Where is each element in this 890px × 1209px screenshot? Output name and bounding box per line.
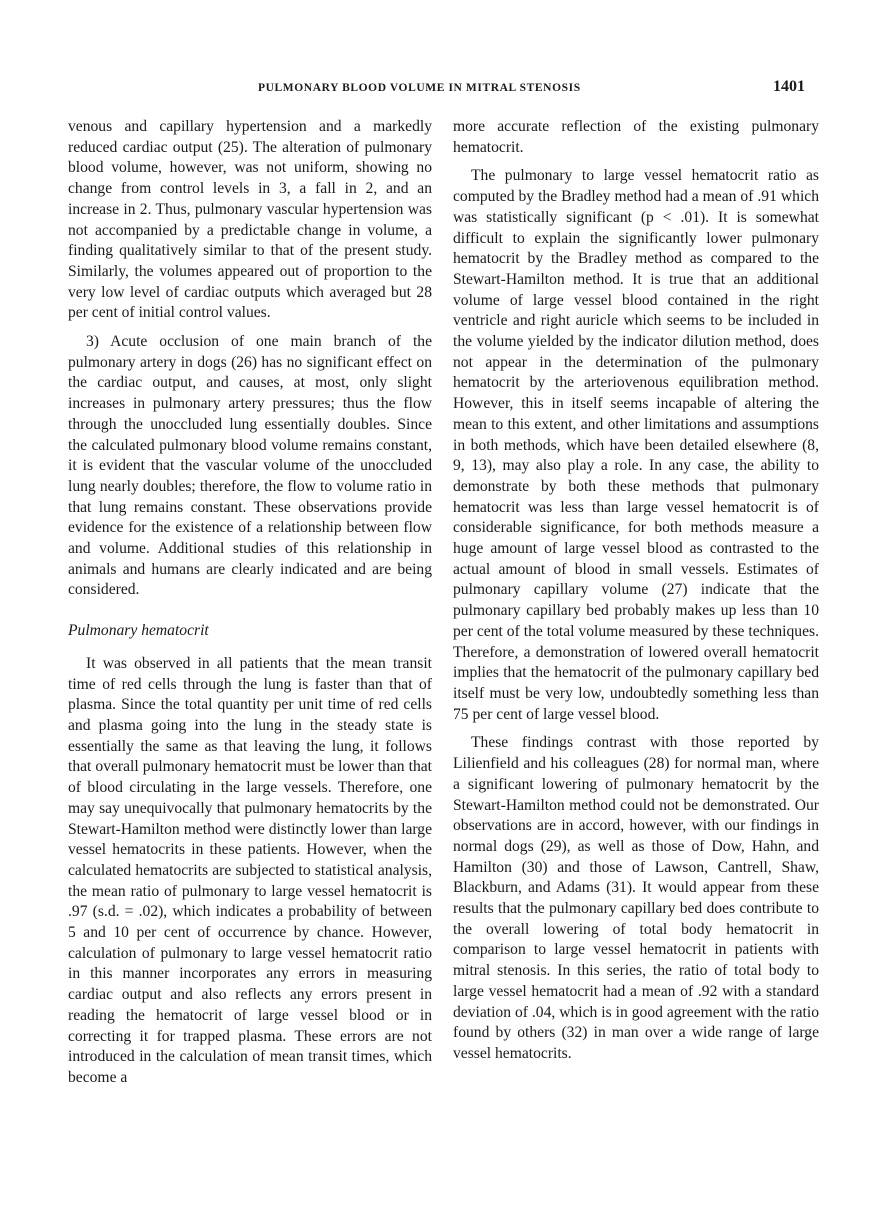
- right-paragraph-2: The pulmonary to large vessel hematocrit ratio as computed by the Bradley method had a mean of .91 which was statistically significant (p < .01). It is somewhat difficult to explain the significantly lower pulmonary hematocrit by the Bradley method as compared to the Stewart-Hamilton method. It is true that an additional volume of large vessel blood contained in the right ventricle and right auricle which seems to be included in the volume yielded by the indicator dilution method, does not appear in the determination of the pulmonary hematocrit by the arteriovenous equilibration method. However, this in itself seems incapable of altering the mean to this extent, and other limitations and assumptions in both methods, which have been detailed elsewhere (8, 9, 13), may also play a role. In any case, the ability to demonstrate by both these methods that pulmonary hematocrit was less than large vessel hematocrit is of considerable significance, for both methods measure a huge amount of large vessel blood as contrasted to the actual amount of blood in small vessels. Estimates of pulmonary capillary volume (27) indicate that the pulmonary capillary bed probably makes up less than 10 per cent of the total volume measured by these techniques. Therefore, a demonstration of lowered overall hematocrit implies that the hematocrit of the pulmonary capillary bed itself must be very low, undoubtedly something less than 75 per cent of large vessel blood.: [453, 167, 819, 723]
- running-header: [0, 78, 890, 102]
- right-paragraph-3: These findings contrast with those reported by Lilienfield and his colleagues (28) for normal man, where a significant lowering of pulmonary hematocrit by the Stewart-Hamilton method could not be demonstrated. Our observations are in accord, however, with our findings in normal dogs (29), as well as those of Dow, Hahn, and Hamilton (30) and those of Lawson, Cantrell, Shaw, Blackburn, and Adams (31). It would appear from these results that the pulmonary capillary bed does contribute to the overall lowering of total body hematocrit in comparison to large vessel hematocrit in patients with mitral stenosis. In this series, the ratio of total body to large vessel hematocrit had a mean of .92 with a standard deviation of .04, which is in good agreement with the ratio found by others (32) in man over a wide range of large vessel hematocrits.: [453, 734, 819, 1062]
- right-column: [453, 117, 819, 1065]
- left-paragraph-1: venous and capillary hypertension and a markedly reduced cardiac output (25). The alteration of pulmonary blood volume, however, was not uniform, showing no change from control levels in 3, a fall in 2, and an increase in 2. Thus, pulmonary vascular hypertension was not accompanied by a predictable change in volume, a finding qualitatively similar to that of the present study. Similarly, the volumes appeared out of proportion to the very low level of cardiac outputs which averaged but 28 per cent of initial control values.: [68, 118, 432, 322]
- section-heading: Pulmonary hematocrit: [68, 622, 209, 640]
- page-number: 1401: [773, 78, 805, 95]
- running-title: PULMONARY BLOOD VOLUME IN MITRAL STENOSIS: [258, 82, 581, 94]
- left-paragraph-3: It was observed in all patients that the mean transit time of red cells through the lung is faster than that of plasma. Since the total quantity per unit time of red cells and plasma going into the lung in the steady state is essentially the same as that leaving the lung, it follows that overall pulmonary hematocrit must be lower than that of blood circulating in the large vessels. Therefore, one may say unequivocally that pulmonary hematocrits by the Stewart-Hamilton method were distinctly lower than large vessel hematocrits in these patients. However, when the calculated hematocrits are subjected to statistical analysis, the mean ratio of pulmonary to large vessel hematocrit is .97 (s.d. = .02), which indicates a probability of between 5 and 10 per cent of occurrence by chance. However, calculation of pulmonary to large vessel hematocrit ratio in this manner incorporates any errors in measuring cardiac output and also reflects any errors present in reading the hematocrit of large vessel blood or in correcting it for trapped plasma. These errors are not introduced in the calculation of mean transit times, which become a: [68, 654, 432, 1086]
- right-paragraph-1: more accurate reflection of the existing pulmonary hematocrit.: [453, 118, 819, 156]
- left-column: [68, 117, 432, 1089]
- left-paragraph-2: 3) Acute occlusion of one main branch of the pulmonary artery in dogs (26) has no significant effect on the cardiac output, and causes, at most, only slight increases in pulmonary artery pressures; thus the flow through the unoccluded lung essentially doubles. Since the calculated pulmonary blood volume remains constant, it is evident that the vascular volume of the unoccluded lung nearly doubles; therefore, the flow to volume ratio in that lung remains constant. These observations provide evidence for the existence of a relationship between flow and volume. Additional studies of this relationship in animals and humans are clearly indicated and are being considered.: [68, 333, 432, 599]
